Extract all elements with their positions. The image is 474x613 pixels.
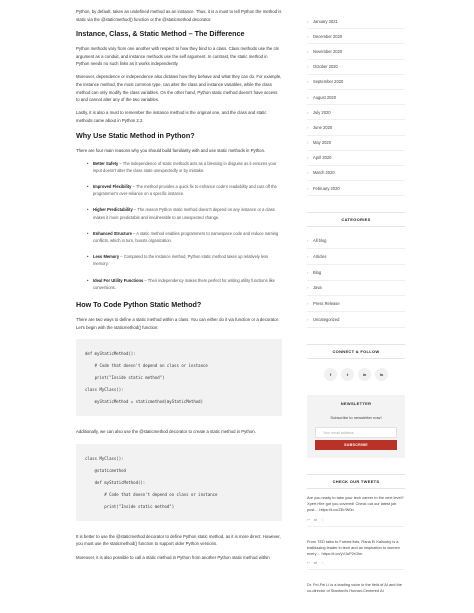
- code-block[interactable]: [76, 444, 282, 521]
- archive-link[interactable]: › January 2021: [307, 14, 405, 29]
- code-block[interactable]: [76, 339, 282, 416]
- twitter-icon[interactable]: t: [341, 368, 354, 381]
- section-heading-difference: Instance, Class, & Static Method – The Difference: [76, 29, 245, 39]
- tweets-title: CHECK OUR TWEETS: [307, 474, 405, 489]
- chevron-right-icon: ›: [307, 64, 309, 70]
- categories-list: [307, 233, 405, 328]
- archive-link[interactable]: › June 2020: [307, 120, 405, 135]
- tweet-text[interactable]: Dr. Fei-Fei Li is a leading voice in the field of AI and the co-director of Stanford's Human-Centered AI: [307, 582, 402, 594]
- newsletter-description: Subscribe to newsletter now!: [330, 414, 382, 420]
- chevron-right-icon: ›: [307, 79, 309, 85]
- email-input[interactable]: Your email address: [315, 427, 397, 438]
- paragraph: Python methods vary from one another with respect to how they bind to a class. Class methods use the cls argument as a conduit, and instance methods use the self argument. In contrast, the static method in Python needs no such links as it works independently.: [76, 46, 279, 67]
- list-item-title: Ideal For Utility Functions: [93, 277, 144, 283]
- list-item-text: – The independence of static methods acts as a blessing in disguise as it ensures your input doesn't alter the class state unexpectedly or by mistake.: [93, 160, 277, 173]
- tweet-text[interactable]: From TED talks to Forbes lists, Rana El Kaliouby is a trailblazing leader in tech and an inspiration to women every… https://t.co/yVJuP2rOlm: [307, 538, 400, 556]
- code-line: class MyClass():: [85, 455, 124, 461]
- chevron-right-icon: ›: [307, 140, 309, 146]
- chevron-right-icon: ›: [307, 185, 309, 191]
- archive-link[interactable]: › September 2020: [307, 75, 405, 90]
- code-line: print("Inside static method"): [85, 375, 165, 381]
- archive-link[interactable]: › August 2020: [307, 90, 405, 105]
- list-item: • Improved Flexibility – The method provides a quick fix to enhance code's readability and cuts off the programmer's over-reliance on a specific instance.: [87, 184, 277, 197]
- paragraph: Lastly, it is also a must to remember the instance method is the original one, and the class and static methods came about in Python 2.2.: [76, 110, 267, 123]
- archive-link[interactable]: › April 2020: [307, 151, 405, 166]
- archives-list: [307, 14, 405, 196]
- list-item-text: – A static method enables programmers to namespace code and reduce naming conflicts, which in turn, boosts organization.: [93, 230, 279, 244]
- reasons-list: [87, 160, 282, 291]
- linkedin-icon[interactable]: in: [375, 368, 388, 381]
- code-line: print("Inside static method"): [85, 503, 175, 509]
- section-heading-how: How To Code Python Static Method?: [76, 300, 202, 310]
- sidebar: [307, 14, 405, 599]
- code-line: # Code that doesn't depend on class or instance: [85, 363, 208, 369]
- retweet-icon[interactable]: ⇄: [314, 517, 318, 522]
- like-icon[interactable]: ♡: [321, 517, 325, 522]
- follow-title: CONNECT & FOLLOW: [307, 344, 405, 359]
- chevron-right-icon: ›: [307, 170, 309, 176]
- retweet-icon[interactable]: ⇄: [314, 561, 318, 566]
- intro-paragraph: Python, by default, takes an undefined method as an instance. Thus, it is a must to tell Python the method is static via the @staticmethod() function or the @staticmethod decorator.: [76, 9, 282, 22]
- archive-link[interactable]: › November 2020: [307, 44, 405, 59]
- social-links: [307, 368, 405, 381]
- chevron-right-icon: ›: [307, 109, 309, 115]
- list-item-title: Better Safety: [93, 160, 119, 166]
- list-item: • Ideal For Utility Functions – Their independency makes them perfect for writing utility functions like conversions.: [87, 277, 275, 290]
- chevron-right-icon: ›: [307, 253, 309, 259]
- code-line: class MyClass():: [85, 387, 124, 393]
- archive-link[interactable]: › July 2020: [307, 105, 405, 120]
- code-line: # Code that doesn't depend on class or instance: [85, 491, 218, 497]
- chevron-right-icon: ›: [307, 33, 309, 39]
- chevron-right-icon: ›: [307, 124, 309, 130]
- instagram-icon[interactable]: in: [358, 368, 371, 381]
- tweet-text[interactable]: Are you ready to take your tech career to the next level? Xpert Hire got you covered! Check out our latest job post… https://t.co/ZEr/W0n: [307, 494, 404, 513]
- code-line: def myStaticMethod():: [85, 479, 146, 485]
- archive-link[interactable]: › May 2020: [307, 136, 405, 151]
- article-body: [76, 8, 282, 567]
- chevron-right-icon: ›: [307, 317, 309, 323]
- category-link[interactable]: › Uncategorized: [307, 312, 405, 328]
- code-line: myStaticMethod = staticmethod(myStaticMethod): [85, 399, 204, 405]
- list-item-text: – Compared to the instance method, Python static method takes up relatively less memory.: [93, 254, 269, 267]
- section-heading-why: Why Use Static Method in Python?: [76, 130, 195, 140]
- archive-link[interactable]: › October 2020: [307, 60, 405, 75]
- chevron-right-icon: ›: [307, 285, 309, 291]
- list-item-title: Less Memory: [93, 254, 120, 260]
- tweet-actions: [307, 561, 405, 570]
- subscribe-button[interactable]: SUBSCRIBE: [315, 440, 397, 450]
- categories-title: CATEGORIES: [307, 212, 405, 227]
- list-item: • Enhanced Structure – A static method enables programmers to namespace code and reduce naming conflicts, which in turn, boosts organization.: [87, 230, 279, 244]
- chevron-right-icon: ›: [307, 301, 309, 307]
- newsletter-widget: [307, 395, 405, 458]
- list-item: • Higher Predictability – The reason Python static method doesn't depend on any instance or a class makes it more predictable and invulnerable to an unexpected change.: [87, 207, 275, 220]
- like-icon[interactable]: ♡: [321, 561, 325, 566]
- category-link[interactable]: › All blog: [307, 233, 405, 249]
- list-item: • Less Memory – Compared to the instance method, Python static method takes up relatively less memory.: [87, 254, 269, 267]
- paragraph: Additionally, we can also use the @staticmethod decorator to create a static method in Python.: [76, 429, 256, 435]
- category-link[interactable]: › Articles: [307, 249, 405, 265]
- category-link[interactable]: › Java: [307, 281, 405, 297]
- paragraph: There are two ways to define a static method within a class. You can either do it via function or a decorator. Let's begin with the staticmethod() function:: [76, 317, 280, 330]
- category-link[interactable]: › Press Release: [307, 296, 405, 312]
- list-item-text: – The reason Python static method doesn't depend on any instance or a class makes it more predictable and invulnerable to an unexpected change.: [93, 207, 275, 220]
- chevron-right-icon: ›: [307, 155, 309, 161]
- reply-icon[interactable]: ↩: [307, 561, 311, 566]
- tweet-actions: [307, 518, 405, 527]
- paragraph: It is better to use the @staticmethod decorator to define Python static method, as it is more direct. However, you must use the staticmethod() function to support older Python versions.: [76, 533, 281, 547]
- archive-link[interactable]: › March 2020: [307, 166, 405, 181]
- code-line: @staticmethod: [85, 467, 126, 473]
- archive-link[interactable]: › February 2020: [307, 181, 405, 196]
- list-item-text: – The method provides a quick fix to enhance code's readability and cuts off the programmer's over-reliance on a specific instance.: [93, 184, 277, 197]
- list-item-title: Higher Predictability: [93, 207, 133, 213]
- category-link[interactable]: › Blog: [307, 265, 405, 281]
- newsletter-title: NEWSLETTER: [340, 400, 372, 406]
- paragraph: Moreover, dependence or independence also dictates how they behave and what they can do. For example, the instance method, the most common type, can alter the class and instance variables, while the class method can only modify the class variables. On the other hand, Python static method doesn't have access to and cannot alter any of the two variables.: [76, 74, 282, 103]
- archive-link[interactable]: › December 2020: [307, 29, 405, 44]
- list-item-text: – Their independency makes them perfect for writing utility functions like conversions.: [93, 277, 275, 290]
- chevron-right-icon: ›: [307, 238, 309, 244]
- chevron-right-icon: ›: [307, 18, 309, 24]
- list-item-title: Enhanced Structure: [93, 230, 132, 236]
- paragraph: Moreover, it is also possible to call a static method in Python from another Python static method within: [76, 554, 270, 560]
- chevron-right-icon: ›: [307, 48, 309, 54]
- code-line: def myStaticMethod():: [85, 351, 136, 357]
- paragraph: There are four main reasons why you should build familiarity with and use static methods in Python.: [76, 147, 266, 153]
- chevron-right-icon: ›: [307, 269, 309, 275]
- facebook-icon[interactable]: f: [324, 368, 337, 381]
- list-item-title: Improved Flexibility: [93, 184, 132, 190]
- chevron-right-icon: ›: [307, 94, 309, 100]
- list-item: • Better Safety – The independence of static methods acts as a blessing in disguise as it ensures your input doesn't alter the class state unexpectedly or by mistake.: [87, 160, 277, 173]
- reply-icon[interactable]: ↩: [307, 517, 311, 522]
